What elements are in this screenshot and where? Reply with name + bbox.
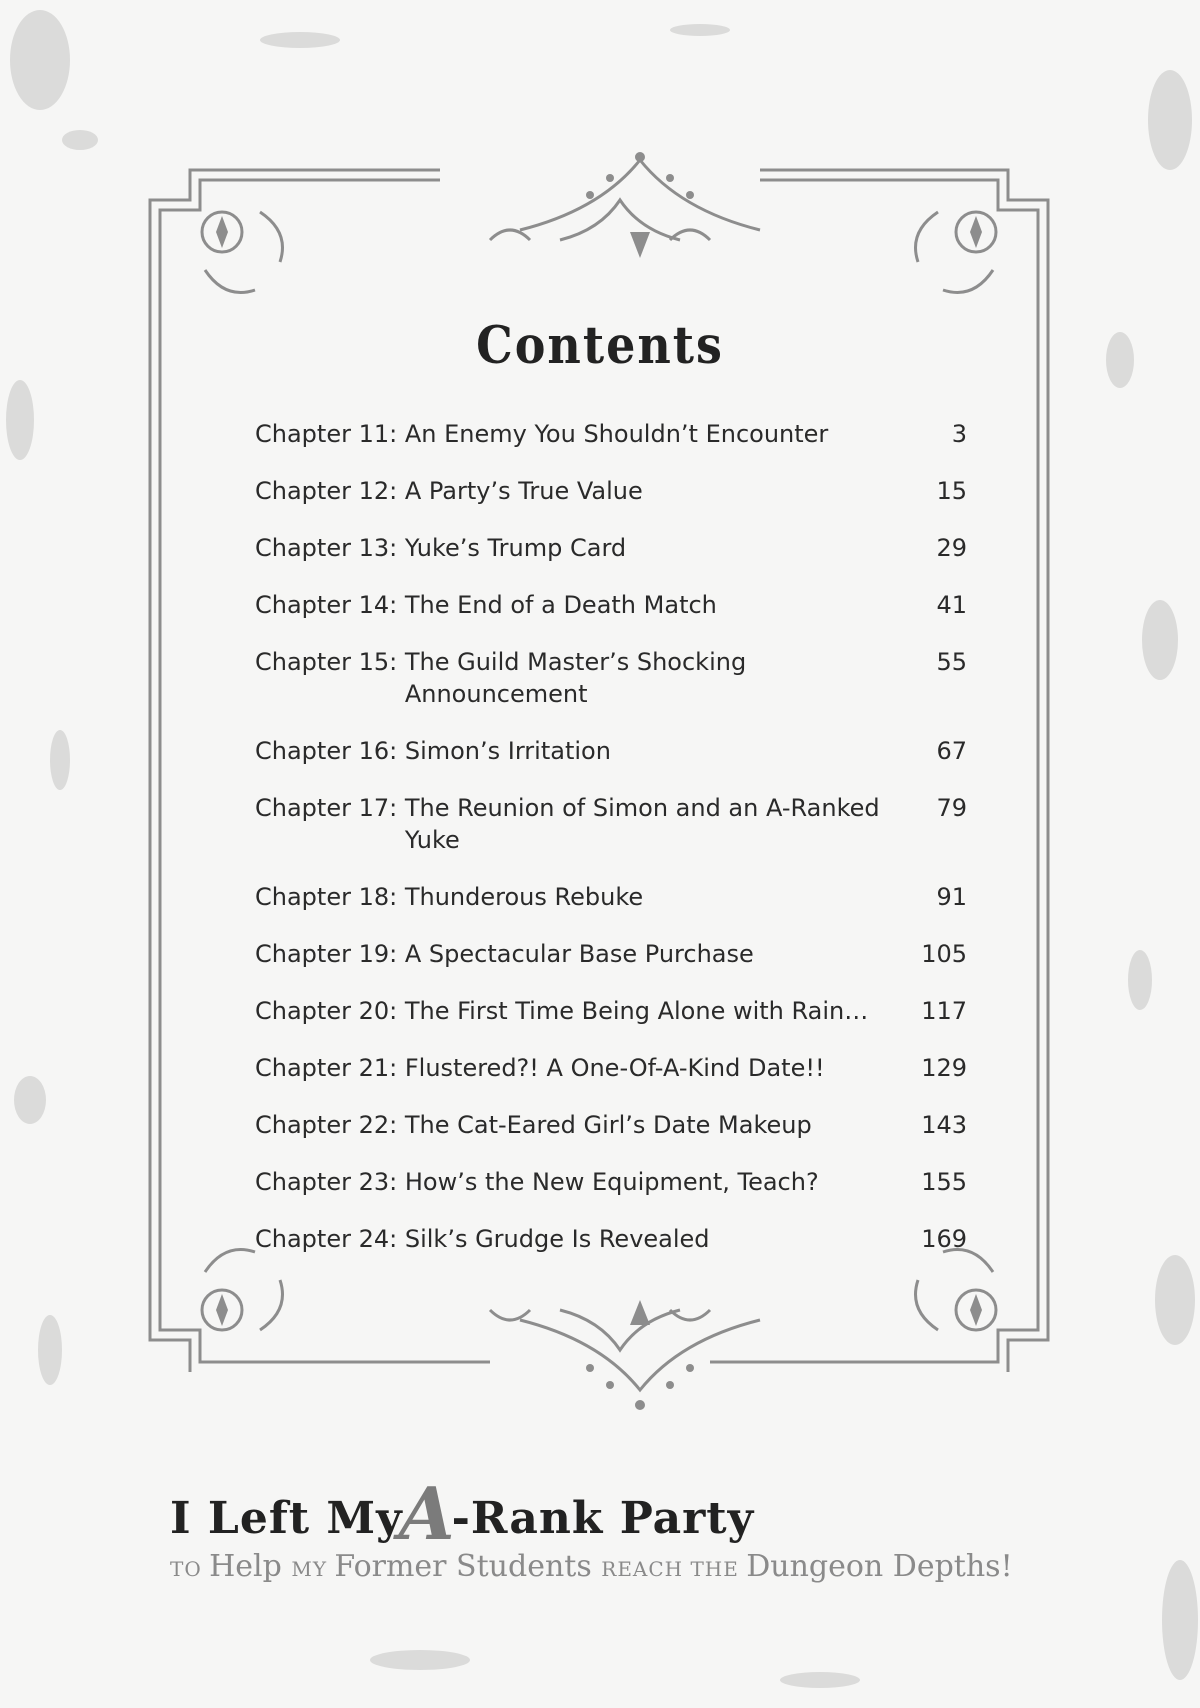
chapter-label: Chapter 16: <box>255 737 405 765</box>
chapter-page-number: 169 <box>921 1225 967 1253</box>
chapter-title: The Guild Master’s Shocking Announcement <box>404 648 747 708</box>
toc-entry <box>255 1052 967 1084</box>
chapter-label: Chapter 24: <box>255 1225 405 1253</box>
chapter-page-number: 155 <box>921 1168 967 1196</box>
chapter-page-number: 79 <box>936 794 967 822</box>
chapter-title: Flustered?! A One-Of-A-Kind Date!! <box>404 1054 825 1082</box>
chapter-page-number: 55 <box>936 648 967 676</box>
chapter-page-number: 143 <box>921 1111 967 1139</box>
toc-entry <box>255 589 967 621</box>
toc-entry <box>255 735 967 767</box>
chapter-label: Chapter 11: <box>255 420 405 448</box>
chapter-page-number: 41 <box>936 591 967 619</box>
toc-entry <box>255 1223 967 1255</box>
toc-entry <box>255 418 967 450</box>
chapter-label: Chapter 21: <box>255 1054 405 1082</box>
series-subtitle <box>170 1549 1070 1584</box>
toc-entry <box>255 881 967 913</box>
chapter-label: Chapter 15: <box>255 648 405 676</box>
chapter-label: Chapter 19: <box>255 940 405 968</box>
chapter-label: Chapter 12: <box>255 477 405 505</box>
toc-entry <box>255 475 967 507</box>
chapter-page-number: 3 <box>951 420 967 448</box>
chapter-page-number: 117 <box>921 997 967 1025</box>
chapter-title: How’s the New Equipment, Teach? <box>404 1168 819 1196</box>
chapter-title: Yuke’s Trump Card <box>404 534 627 562</box>
chapter-label: Chapter 18: <box>255 883 405 911</box>
chapter-title: The End of a Death Match <box>404 591 717 619</box>
chapter-page-number: 91 <box>936 883 967 911</box>
chapter-title: A Spectacular Base Purchase <box>404 940 754 968</box>
series-title-part: I Left My <box>170 1493 403 1544</box>
chapter-label: Chapter 14: <box>255 591 405 619</box>
chapter-page-number: 15 <box>936 477 967 505</box>
series-subtitle-part: TO <box>170 1557 210 1581</box>
chapter-label: Chapter 20: <box>255 997 405 1025</box>
toc-entry <box>255 938 967 970</box>
chapter-label: Chapter 23: <box>255 1168 405 1196</box>
toc-entry <box>255 532 967 564</box>
toc-entry <box>255 792 967 856</box>
chapter-page-number: 29 <box>936 534 967 562</box>
series-logo <box>170 1471 1070 1584</box>
toc-entry <box>255 1109 967 1141</box>
series-subtitle-part: Depths! <box>892 1549 1013 1584</box>
series-subtitle-part: Former Students <box>334 1549 602 1584</box>
chapter-title: The Cat-Eared Girl’s Date Makeup <box>404 1111 812 1139</box>
series-subtitle-part: REACH THE <box>601 1557 747 1581</box>
chapter-label: Chapter 17: <box>255 794 405 822</box>
chapter-title: Thunderous Rebuke <box>404 883 644 911</box>
chapter-page-number: 129 <box>921 1054 967 1082</box>
page-title: Contents <box>476 314 724 376</box>
chapter-title: Silk’s Grudge Is Revealed <box>404 1225 710 1253</box>
chapter-page-number: 67 <box>936 737 967 765</box>
chapter-label: Chapter 22: <box>255 1111 405 1139</box>
chapter-title: An Enemy You Shouldn’t Encounter <box>404 420 829 448</box>
toc-entry <box>255 646 967 710</box>
table-of-contents <box>255 418 967 1280</box>
chapter-title: The First Time Being Alone with Rain… <box>404 997 869 1025</box>
series-title-big-letter: A <box>398 1471 456 1556</box>
toc-entry <box>255 1166 967 1198</box>
chapter-title: A Party’s True Value <box>404 477 643 505</box>
chapter-title: Simon’s Irritation <box>404 737 611 765</box>
chapter-title: The Reunion of Simon and an A-Ranked Yuke <box>404 794 880 854</box>
chapter-page-number: 105 <box>921 940 967 968</box>
chapter-label: Chapter 13: <box>255 534 405 562</box>
series-subtitle-part: Dungeon <box>746 1549 893 1584</box>
series-subtitle-part: MY <box>291 1557 335 1581</box>
series-title-part: -Rank Party <box>451 1493 755 1544</box>
series-subtitle-part: Help <box>209 1549 292 1584</box>
toc-entry <box>255 995 967 1027</box>
series-title-line1 <box>170 1471 1070 1556</box>
